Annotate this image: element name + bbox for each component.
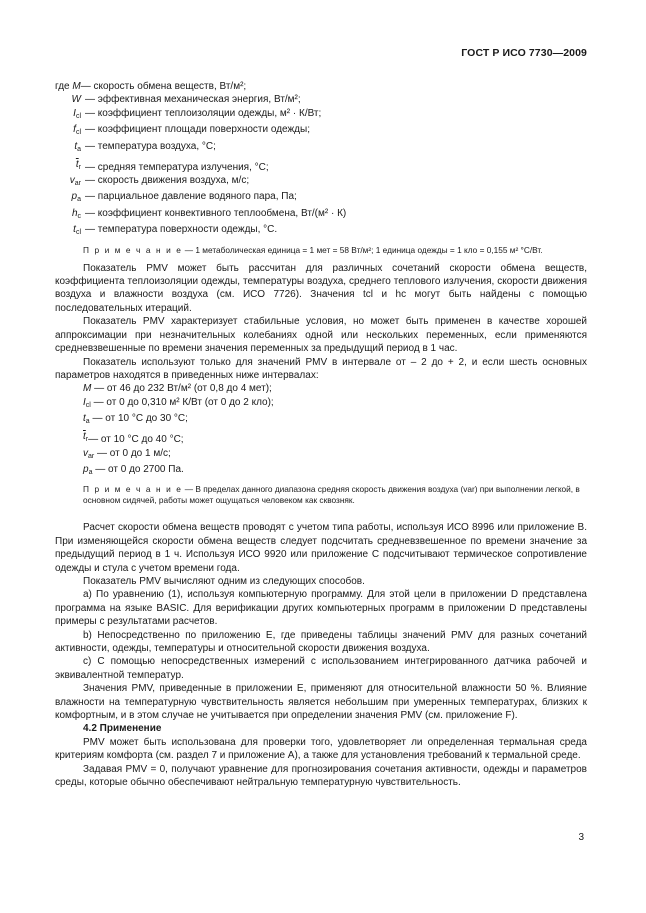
paragraph-method-a: a) По уравнению (1), используя компьютерную программу. Для этой цели в приложении D представлена программа на языке BASIC. Для верификации других компьютерных программ в приложении D представлены примеры с результатами расчетов. bbox=[55, 589, 587, 628]
definition-text: — температура воздуха, °С; bbox=[85, 140, 216, 152]
definition-text: — температура поверхности одежды, °С. bbox=[85, 224, 278, 236]
page-number: 3 bbox=[578, 832, 584, 843]
range-text: — от 0 до 1 м/с; bbox=[94, 447, 171, 459]
symbol: $t_{cl}$ bbox=[73, 224, 81, 237]
symbol: $\overline{t}_r$ bbox=[75, 158, 81, 171]
definition-text: — парциальное давление водяного пара, Па; bbox=[85, 191, 297, 203]
definition-row bbox=[55, 174, 587, 190]
symbol: M bbox=[72, 81, 81, 92]
note-text: — В пределах данного диапазона средняя скорость движения воздуха (var) при выполнении легкой, в основном сидячей, работы может ощущаться человеком как сквозняк. bbox=[83, 484, 580, 506]
symbol: $\overline{t}_r$ bbox=[83, 431, 89, 444]
symbol: $I_{cl}$ bbox=[83, 396, 91, 409]
symbol: W bbox=[71, 94, 81, 106]
paragraph-application: PMV может быть использована для проверки того, удовлетворяет ли определенная термальная среда критериям комфорта (см. раздел 7 и приложение А), а также для установления требований к термальной среде. bbox=[55, 736, 587, 762]
symbol: $v_{ar}$ bbox=[83, 447, 95, 460]
definition-text: — средняя температура излучения, °С; bbox=[85, 161, 269, 173]
definition-row bbox=[55, 207, 587, 223]
definition-text: — коэффициент площади поверхности одежды; bbox=[85, 124, 310, 136]
paragraph-method-c: c) С помощью непосредственных измерений с использованием интегрированного датчика рабочей и эквивалентной температур. bbox=[55, 656, 587, 681]
symbol-definitions bbox=[55, 80, 587, 240]
note-draught bbox=[83, 484, 587, 506]
paragraph-method-b: b) Непосредственно по приложению Е, где приведены таблицы значений PMV для разных сочетаний активности, одежды, температуры и относительной скорости движения воздуха. bbox=[55, 629, 587, 654]
note-metabolic-units bbox=[83, 245, 587, 256]
definition-lead: где bbox=[55, 81, 70, 92]
range-text: — от 0 до 0,310 м² К/Вт (от 0 до 2 кло); bbox=[90, 396, 274, 408]
definition-text: — коэффициент конвективного теплообмена, Вт/(м² · К) bbox=[85, 207, 347, 219]
symbol: $p_a$ bbox=[71, 191, 81, 204]
paragraph-methods-intro: Показатель PMV вычисляют одним из следующих способов. bbox=[83, 575, 365, 587]
range-text: — от 10 °С до 40 °С; bbox=[88, 434, 184, 446]
symbol: $t_a$ bbox=[83, 413, 90, 426]
definition-row bbox=[55, 223, 587, 239]
range-text: — от 10 °С до 30 °С; bbox=[89, 413, 188, 425]
paragraph-pmv-stable: Показатель PMV характеризует стабильные условия, но может быть применен в качестве хорошей аппроксимации при незначительных колебаниях одной или нескольких переменных, если применяются средневзвешенные по времени значения переменных за предыдущий период в 1 час. bbox=[55, 316, 587, 355]
note-label: П р и м е ч а н и е bbox=[83, 244, 183, 255]
symbol: $I_{cl}$ bbox=[73, 107, 81, 120]
definition-row bbox=[55, 107, 587, 123]
paragraph-humidity: Значения PMV, приведенные в приложении Е, применяют для относительной влажности 50 %. Влияние влажности на температурную чувствительность является небольшим при умеренных температурах, близких к комфортным, и в этом случае не учитывается при определении значения PMV (см. приложение F). bbox=[55, 683, 587, 722]
symbol: $f_{cl}$ bbox=[73, 124, 81, 137]
definition-row bbox=[55, 156, 587, 174]
range-row bbox=[83, 429, 587, 447]
document-code-header: ГОСТ Р ИСО 7730—2009 bbox=[461, 47, 587, 59]
definition-text: — скорость обмена веществ, Вт/м²; bbox=[80, 81, 247, 92]
definition-row bbox=[55, 190, 587, 206]
paragraph-metabolic-rate: Расчет скорости обмена веществ проводят с учетом типа работы, используя ИСО 8996 или приложение В. При изменяющейся скорости обмена веществ следует подсчитать средневзвешенное по времени значение за предыдущий период в 1 ч. Используя ИСО 9920 или приложение С подсчитывают термическое сопротивление одежды и стула с учетом времени года. bbox=[55, 522, 587, 574]
definition-text: — скорость движения воздуха, м/с; bbox=[85, 175, 250, 187]
range-row bbox=[83, 412, 587, 428]
definition-row bbox=[55, 93, 587, 106]
definition-row bbox=[55, 123, 587, 139]
definition-row bbox=[55, 80, 587, 93]
symbol: $h_c$ bbox=[71, 207, 81, 220]
symbol: $p_a$ bbox=[83, 463, 93, 476]
paragraph-pmv-calculation: Показатель PMV может быть рассчитан для различных сочетаний скорости обмена веществ, коэффициента теплоизоляции одежды, температуры воздуха, среднего теплового излучения, скорости движения воздуха и влажности воздуха (см. ИСО 7726). Значения tcl и hc могут быть найдены с помощью последовательных итераций. bbox=[55, 262, 587, 314]
note-text: — 1 метаболическая единица = 1 мет = 58 Вт/м²; 1 единица одежды = 1 кло = 0,155 м² °С/Вт. bbox=[182, 244, 543, 255]
range-row bbox=[83, 396, 587, 412]
parameter-ranges bbox=[83, 382, 587, 479]
definition-text: — эффективная механическая энергия, Вт/м²; bbox=[85, 94, 301, 106]
range-text: — от 0 до 2700 Па. bbox=[92, 463, 184, 475]
range-row bbox=[83, 382, 587, 395]
symbol: $v_{ar}$ bbox=[69, 175, 81, 188]
range-row bbox=[83, 447, 587, 463]
symbol: M bbox=[83, 383, 92, 395]
definition-text: — коэффициент теплоизоляции одежды, м² · К/Вт; bbox=[85, 107, 322, 119]
document-body bbox=[55, 80, 587, 789]
symbol: $t_a$ bbox=[74, 140, 81, 153]
section-heading-4-2: 4.2 Применение bbox=[83, 723, 162, 735]
range-row bbox=[83, 463, 587, 479]
range-text: — от 46 до 232 Вт/м² (от 0,8 до 4 мет); bbox=[91, 383, 272, 395]
note-label: П р и м е ч а н и е bbox=[83, 484, 183, 495]
definition-row bbox=[55, 140, 587, 156]
paragraph-pmv-range: Показатель используют только для значений PMV в интервале от – 2 до + 2, и если шесть основных параметров находятся в приведенных ниже интервалах: bbox=[55, 356, 587, 381]
paragraph-pmv-zero: Задавая PMV = 0, получают уравнение для прогнозирования сочетания активности, одежды и параметров среды, которые обычно обеспечивают нейтральную температурную чувствительность. bbox=[55, 763, 587, 789]
